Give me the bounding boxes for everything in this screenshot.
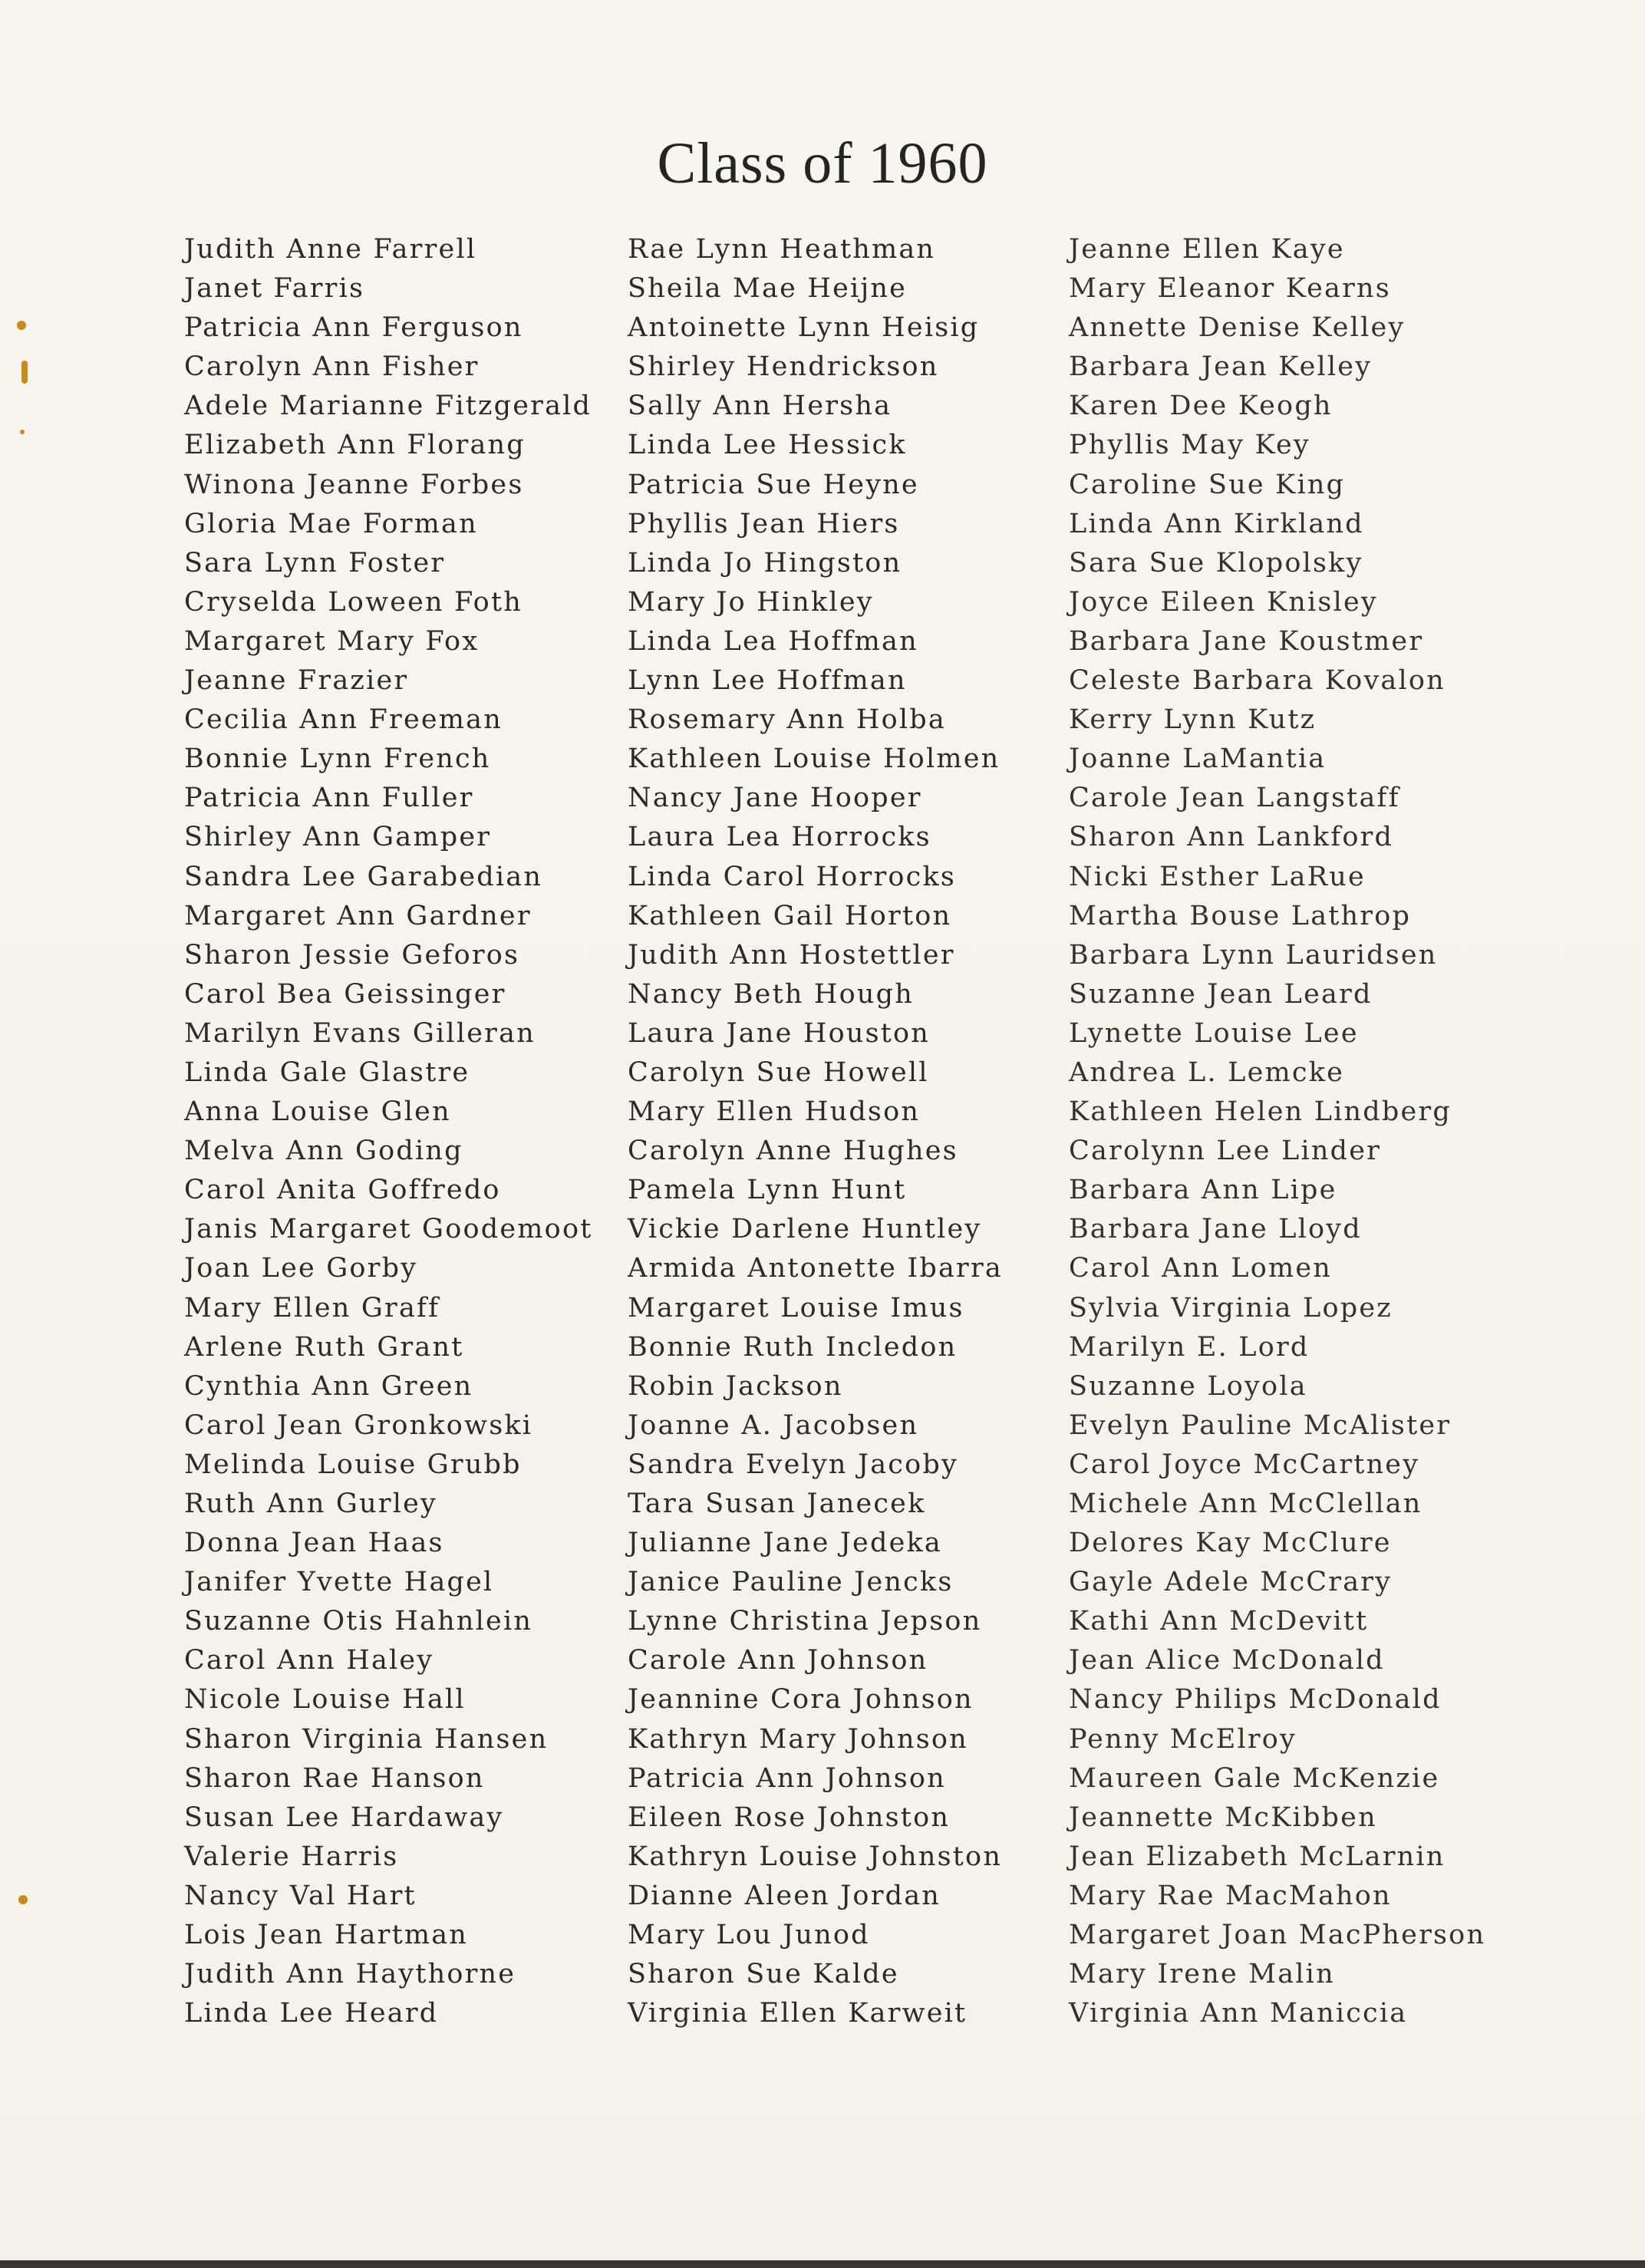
graduate-name: Sara Lynn Foster (184, 547, 446, 579)
graduate-name: Janice Pauline Jencks (628, 1567, 954, 1598)
graduate-name: Carolyn Ann Fisher (184, 351, 480, 383)
graduate-name: Bonnie Ruth Incledon (628, 1331, 958, 1363)
graduate-name: Margaret Joan MacPherson (1069, 1920, 1486, 1951)
graduate-name: Eileen Rose Johnston (628, 1802, 951, 1833)
graduate-name: Linda Lee Hessick (628, 430, 907, 461)
graduate-name: Valerie Harris (184, 1841, 399, 1872)
binding-mark (21, 361, 28, 384)
graduate-name: Carol Ann Lomen (1069, 1253, 1333, 1284)
graduate-name: Mary Ellen Hudson (628, 1096, 921, 1128)
graduate-name: Patricia Ann Johnson (628, 1762, 946, 1794)
graduate-name: Antoinette Lynn Heisig (628, 312, 980, 344)
graduate-name: Pamela Lynn Hunt (628, 1175, 907, 1206)
graduate-name: Linda Ann Kirkland (1069, 508, 1364, 539)
graduate-name: Gloria Mae Forman (184, 508, 478, 539)
graduate-name: Penny McElroy (1069, 1723, 1297, 1755)
graduate-name: Kathleen Helen Lindberg (1069, 1096, 1452, 1128)
page-title: Class of 1960 (657, 131, 988, 196)
graduate-name: Winona Jeanne Forbes (184, 469, 524, 500)
graduate-name: Virginia Ellen Karweit (628, 1998, 968, 2029)
graduate-name: Nancy Beth Hough (628, 978, 914, 1010)
graduate-name: Jean Elizabeth McLarnin (1069, 1841, 1446, 1872)
graduate-name: Adele Marianne Fitzgerald (184, 391, 592, 422)
graduate-name: Sandra Lee Garabedian (184, 861, 543, 892)
graduate-name: Joan Lee Gorby (184, 1253, 418, 1284)
graduate-name: Kathleen Louise Holmen (628, 743, 1001, 775)
graduate-name: Barbara Jane Lloyd (1069, 1214, 1362, 1245)
graduate-name: Lynne Christina Jepson (628, 1606, 982, 1637)
graduate-name: Sandra Evelyn Jacoby (628, 1449, 958, 1480)
graduate-name: Sally Ann Hersha (628, 391, 892, 422)
binding-mark (20, 430, 25, 434)
graduate-name: Barbara Jean Kelley (1069, 351, 1373, 383)
graduate-name: Joanne LaMantia (1069, 743, 1327, 775)
graduate-name: Judith Ann Hostettler (628, 939, 955, 971)
graduate-name: Anna Louise Glen (184, 1096, 451, 1128)
graduate-name: Jean Alice McDonald (1069, 1645, 1385, 1676)
graduate-name: Sara Sue Klopolsky (1069, 547, 1363, 579)
graduate-name: Linda Gale Glastre (184, 1057, 470, 1088)
graduate-name: Sharon Rae Hanson (184, 1762, 485, 1794)
graduate-name: Suzanne Loyola (1069, 1370, 1307, 1402)
name-column-3 (1069, 230, 1485, 2033)
graduate-name: Celeste Barbara Kovalon (1069, 665, 1446, 697)
graduate-name: Carole Jean Langstaff (1069, 783, 1400, 814)
graduate-name: Mary Eleanor Kearns (1069, 273, 1391, 305)
graduate-name: Melinda Louise Grubb (184, 1449, 522, 1480)
graduate-name: Kathi Ann McDevitt (1069, 1606, 1369, 1637)
graduate-name: Annette Denise Kelley (1069, 312, 1406, 344)
graduate-name: Nancy Philips McDonald (1069, 1684, 1442, 1716)
graduate-name: Mary Lou Junod (628, 1920, 870, 1951)
graduate-name: Suzanne Jean Leard (1069, 978, 1373, 1010)
graduate-name: Linda Carol Horrocks (628, 861, 957, 892)
graduate-name: Patricia Ann Fuller (184, 783, 474, 814)
graduate-name: Kathryn Louise Johnston (628, 1841, 1003, 1872)
graduate-name: Julianne Jane Jedeka (628, 1528, 942, 1559)
graduate-name: Carol Bea Geissinger (184, 978, 506, 1010)
graduate-name: Carol Anita Goffredo (184, 1175, 501, 1206)
graduate-name: Martha Bouse Lathrop (1069, 900, 1412, 931)
graduate-name: Delores Kay McClure (1069, 1528, 1392, 1559)
graduate-name: Jeanne Frazier (184, 665, 409, 697)
graduate-name: Jeanne Ellen Kaye (1069, 234, 1345, 265)
graduate-name: Carole Ann Johnson (628, 1645, 928, 1676)
page-bottom-edge (0, 2260, 1645, 2268)
graduate-name: Elizabeth Ann Florang (184, 430, 526, 461)
graduate-name: Sharon Sue Kalde (628, 1959, 899, 1990)
graduate-name: Shirley Hendrickson (628, 351, 939, 383)
graduate-name: Barbara Lynn Lauridsen (1069, 939, 1438, 971)
graduate-name: Janet Farris (184, 273, 365, 305)
graduate-name: Patricia Sue Heyne (628, 469, 919, 500)
graduate-name: Margaret Louise Imus (628, 1292, 964, 1324)
graduate-name: Nicki Esther LaRue (1069, 861, 1366, 892)
graduate-name: Lois Jean Hartman (184, 1920, 469, 1951)
graduate-name: Bonnie Lynn French (184, 743, 491, 775)
graduate-name: Michele Ann McClellan (1069, 1488, 1422, 1519)
graduate-name: Cynthia Ann Green (184, 1370, 473, 1402)
graduate-name: Kerry Lynn Kutz (1069, 704, 1317, 736)
graduate-name: Jeannine Cora Johnson (628, 1684, 974, 1716)
graduate-name: Sylvia Virginia Lopez (1069, 1292, 1393, 1324)
name-column-2 (628, 230, 1003, 2033)
graduate-name: Rosemary Ann Holba (628, 704, 946, 736)
graduate-name: Susan Lee Hardaway (184, 1802, 504, 1833)
graduate-name: Joyce Eileen Knisley (1069, 586, 1378, 618)
graduate-name: Lynn Lee Hoffman (628, 665, 907, 697)
name-column-1 (184, 230, 592, 2033)
graduate-name: Carol Jean Gronkowski (184, 1409, 533, 1441)
graduate-name: Armida Antonette Ibarra (628, 1253, 1003, 1284)
graduate-name: Andrea L. Lemcke (1069, 1057, 1345, 1088)
graduate-name: Jeannette McKibben (1069, 1802, 1377, 1833)
graduate-name: Margaret Ann Gardner (184, 900, 532, 931)
graduate-name: Kathleen Gail Horton (628, 900, 952, 931)
graduate-name: Janis Margaret Goodemoot (184, 1214, 593, 1245)
graduate-name: Lynette Louise Lee (1069, 1017, 1359, 1049)
graduate-name: Judith Anne Farrell (184, 234, 477, 265)
graduate-name: Suzanne Otis Hahnlein (184, 1606, 533, 1637)
graduate-name: Linda Lee Heard (184, 1998, 439, 2029)
graduate-name: Ruth Ann Gurley (184, 1488, 438, 1519)
graduate-name: Patricia Ann Ferguson (184, 312, 523, 344)
graduate-name: Carol Ann Haley (184, 1645, 434, 1676)
graduate-name: Carolynn Lee Linder (1069, 1136, 1382, 1167)
graduate-name: Vickie Darlene Huntley (628, 1214, 982, 1245)
graduate-name: Laura Jane Houston (628, 1017, 931, 1049)
graduate-name: Laura Lea Horrocks (628, 822, 931, 853)
graduate-name: Janifer Yvette Hagel (184, 1567, 494, 1598)
graduate-name: Marilyn E. Lord (1069, 1331, 1310, 1363)
graduate-name: Phyllis May Key (1069, 430, 1310, 461)
graduate-name: Linda Lea Hoffman (628, 625, 918, 657)
graduate-name: Virginia Ann Maniccia (1069, 1998, 1408, 2029)
graduate-name: Marilyn Evans Gilleran (184, 1017, 536, 1049)
graduate-name: Mary Jo Hinkley (628, 586, 874, 618)
graduate-name: Rae Lynn Heathman (628, 234, 936, 265)
graduate-name: Caroline Sue King (1069, 469, 1346, 500)
graduate-name: Sharon Virginia Hansen (184, 1723, 549, 1755)
graduate-name: Carolyn Sue Howell (628, 1057, 929, 1088)
graduate-name: Karen Dee Keogh (1069, 391, 1333, 422)
graduate-name: Kathryn Mary Johnson (628, 1723, 968, 1755)
graduate-name: Dianne Aleen Jordan (628, 1880, 941, 1911)
graduate-name: Tara Susan Janecek (628, 1488, 926, 1519)
graduate-name: Cecilia Ann Freeman (184, 704, 503, 736)
graduate-name: Phyllis Jean Hiers (628, 508, 900, 539)
graduate-name: Linda Jo Hingston (628, 547, 902, 579)
binding-mark (17, 321, 26, 330)
graduate-name: Nancy Val Hart (184, 1880, 417, 1911)
graduate-name: Barbara Ann Lipe (1069, 1175, 1337, 1206)
graduate-name: Maureen Gale McKenzie (1069, 1762, 1440, 1794)
graduate-name: Nancy Jane Hooper (628, 783, 922, 814)
graduate-name: Robin Jackson (628, 1370, 843, 1402)
graduate-name: Cryselda Loween Foth (184, 586, 523, 618)
graduate-name: Barbara Jane Koustmer (1069, 625, 1424, 657)
graduate-name: Joanne A. Jacobsen (628, 1409, 919, 1441)
graduate-name: Mary Rae MacMahon (1069, 1880, 1392, 1911)
graduate-name: Arlene Ruth Grant (184, 1331, 464, 1363)
graduate-name: Judith Ann Haythorne (184, 1959, 516, 1990)
binding-mark (18, 1895, 28, 1904)
graduate-name: Donna Jean Haas (184, 1528, 444, 1559)
graduate-name: Mary Irene Malin (1069, 1959, 1335, 1990)
graduate-name: Nicole Louise Hall (184, 1684, 466, 1716)
graduate-name: Carol Joyce McCartney (1069, 1449, 1420, 1480)
graduate-name: Gayle Adele McCrary (1069, 1567, 1393, 1598)
graduate-name: Sharon Jessie Geforos (184, 939, 520, 971)
graduate-name: Carolyn Anne Hughes (628, 1136, 958, 1167)
graduate-name: Melva Ann Goding (184, 1136, 463, 1167)
graduate-name: Shirley Ann Gamper (184, 822, 492, 853)
graduate-name: Sharon Ann Lankford (1069, 822, 1394, 853)
graduate-name: Margaret Mary Fox (184, 625, 480, 657)
graduate-name: Mary Ellen Graff (184, 1292, 440, 1324)
graduate-name: Sheila Mae Heijne (628, 273, 908, 305)
graduate-name: Evelyn Pauline McAlister (1069, 1409, 1452, 1441)
